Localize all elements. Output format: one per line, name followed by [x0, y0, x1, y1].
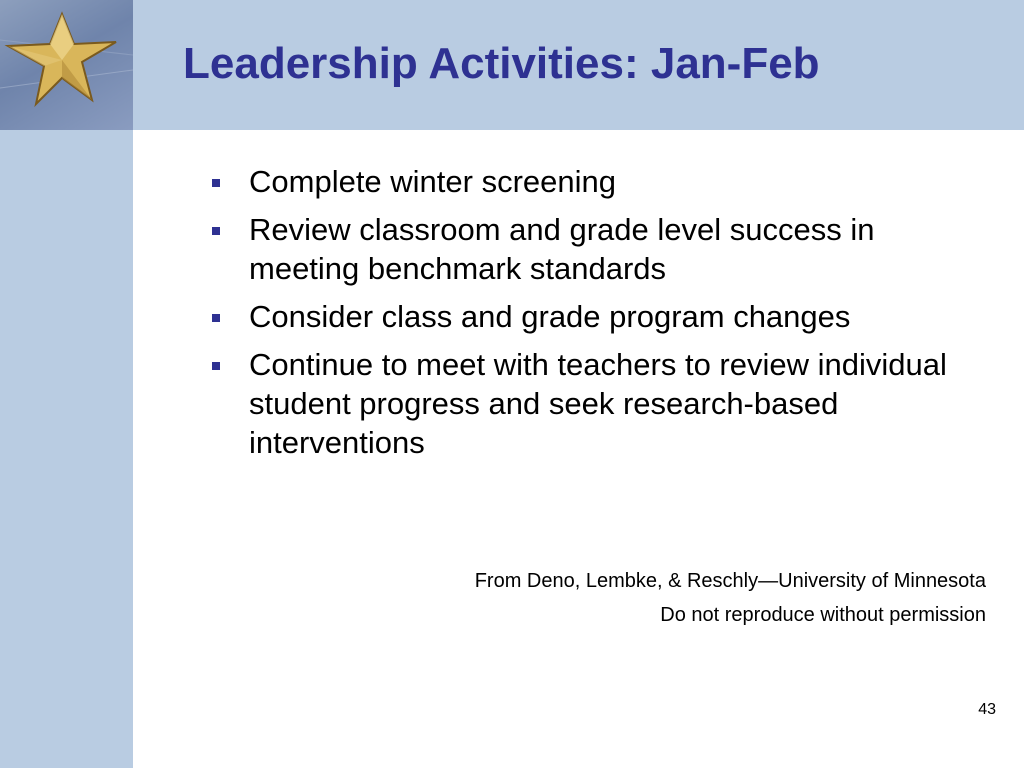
- source-credit: From Deno, Lembke, & Reschly—University of Minnesota: [474, 570, 986, 592]
- bullet-text: Consider class and grade program changes: [249, 299, 851, 334]
- bullet-text: Complete winter screening: [249, 164, 617, 199]
- bullet-text: Continue to meet with teachers to review individual student progress and seek research-based interventions: [249, 347, 947, 460]
- square-bullet-icon: [212, 227, 220, 235]
- square-bullet-icon: [212, 362, 220, 370]
- gold-star-icon: [0, 0, 133, 130]
- page-number: 43: [978, 701, 996, 718]
- bullet-list: [209, 162, 989, 471]
- slide-title: Leadership Activities: Jan-Feb: [183, 39, 820, 88]
- bullet-item: [209, 297, 989, 336]
- square-bullet-icon: [212, 314, 220, 322]
- bullet-item: [209, 210, 989, 288]
- bullet-text: Review classroom and grade level success in meeting benchmark standards: [249, 212, 875, 286]
- bullet-item: [209, 162, 989, 201]
- permission-notice: Do not reproduce without permission: [660, 604, 986, 626]
- square-bullet-icon: [212, 179, 220, 187]
- bullet-item: [209, 345, 989, 462]
